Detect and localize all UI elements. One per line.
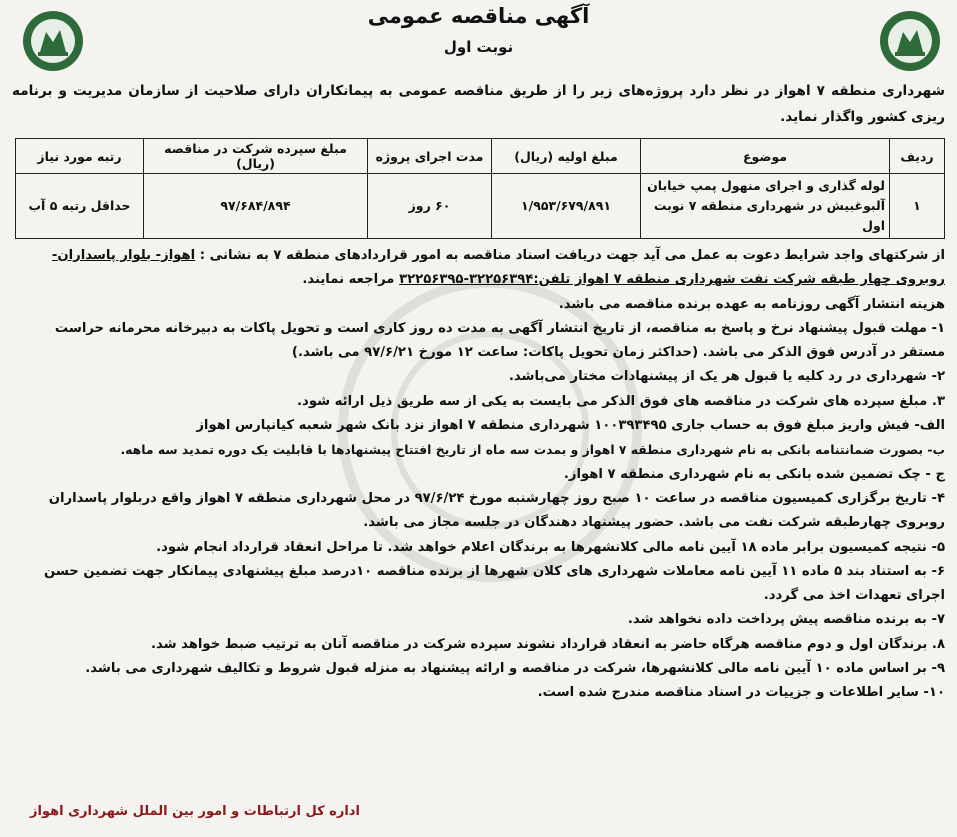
notice-body [12,244,945,706]
clause-10: ۱۰- سایر اطلاعات و جزییات در اسناد مناقصه مندرج شده است. [537,685,945,701]
header-grade: رتبه مورد نیاز [16,139,144,174]
clause-3c: ج - چک تضمین شده بانکی به نام شهرداری منطقه ۷ اهواز. [563,466,945,482]
clause-1: ۱- مهلت قبول پیشنهاد نرخ و پاسخ به مناقصه، از تاریخ انتشار آگهی به مدت ده روز کاری است و تحویل پاکات به دبیرخانه محرمانه حراست مستقر در آدرس فوق الذکر می باشد. (حداکثر زمان تحویل پاکات: ساعت ۱۲ مورخ ۹۷/۶/۲۱ می باشد.) [54,320,945,361]
cell-subject: لوله گذاری و اجرای منهول پمپ خیابان آلبوغبیش در شهرداری منطقه ۷ نوبت اول [641,174,890,239]
clause-7: ۷- به برنده مناقصه پیش پرداخت داده نخواهد شد. [627,612,945,628]
page-subtitle: نوبت اول [443,38,514,56]
tender-table [15,138,945,239]
clause-4: ۴- تاریخ برگزاری کمیسیون مناقصه در ساعت ۱۰ صبح روز چهارشنبه مورخ ۹۷/۶/۲۴ در محل شهرداری منطقه ۷ اهواز واقع دربلوار پاسداران روبروی چهارطبقه شرکت نفت می باشد. حضور پیشنهاد دهندگان در جلسه مجاز می باشد. [48,490,945,531]
cell-initial-amount: ۱/۹۵۳/۶۷۹/۸۹۱ [492,174,641,239]
clause-3: ۳. مبلغ سپرده های شرکت در مناقصه های فوق الذکر می بایست به یکی از سه طریق ذیل ارائه شود. [297,393,945,409]
clause-6: ۶- به استناد بند ۵ ماده ۱۱ آیین نامه معاملات شهرداری های کلان شهرها از برنده مناقصه ۱۰درصد مبلغ پیشنهادی پیمانکار جهت تضمین حسن اجرای تعهدات اخذ می گردد. [43,563,945,604]
header-deposit: مبلغ سپرده شرکت در مناقصه (ریال) [144,139,368,174]
table-header-row [16,139,945,174]
header-subject: موضوع [641,139,890,174]
cell-grade: حداقل رتبه ۵ آب [16,174,144,239]
clause-8: ۸. برندگان اول و دوم مناقصه هرگاه حاضر به انعقاد قرارداد نشوند سپرده شرکت در مناقصه آنان به ترتیب ضبط خواهد شد. [150,636,945,652]
cell-row-number: ۱ [890,174,945,239]
header-duration: مدت اجرای پروژه [368,139,492,174]
clause-3a: الف- فیش واریز مبلغ فوق به حساب جاری ۱۰۰۳۹۳۴۹۵ شهرداری منطقه ۷ اهواز نزد بانک شهر شعبه کیانپارس اهواز [196,418,945,434]
clause-2: ۲- شهرداری در رد کلیه یا قبول هر یک از پیشنهادات مختار می‌باشد. [508,369,945,385]
header-row-number: ردیف [890,139,945,174]
page-title: آگهی مناقصه عمومی [367,4,590,28]
publisher-footer: اداره کل ارتباطات و امور بین الملل شهرداری اهواز [30,804,360,819]
clause-5: ۵- نتیجه کمیسیون برابر ماده ۱۸ آیین نامه مالی کلانشهرها به برندگان اعلام خواهد شد. تا مراحل انعقاد قرارداد انجام شود. [156,539,945,555]
invitation-paragraph: از شرکتهای واجد شرایط دعوت به عمل می آید جهت دریافت اسناد مناقصه به امور قراردادهای منطقه ۷ به نشانی : اهواز- بلوار پاسداران- روبروی چهار طبقه شرکت نفت شهرداری منطقه ۷ اهواز تلفن:۳۲۲۵۶۳۹۴-۳۲۲۵۶۳۹۵ مراجعه نمایند. [51,248,945,288]
cell-duration: ۶۰ روز [368,174,492,239]
cell-deposit: ۹۷/۶۸۴/۸۹۴ [144,174,368,239]
clause-3b: ب- بصورت ضمانتنامه بانکی به نام شهرداری منطقه ۷ اهواز و بمدت سه ماه از تاریخ افتتاح پیشنهادها با قابلیت یک دوره تمدید سه ماهه. [120,442,945,458]
contract-address: اهواز- بلوار پاسداران- روبروی چهار طبقه شرکت نفت شهرداری منطقه ۷ اهواز تلفن:۳۲۲۵۶۳۹۴-۳۲۲۵۶۳۹۵ [51,248,945,288]
publication-cost: هزینه انتشار آگهی روزنامه به عهده برنده مناقصه می باشد. [558,296,945,312]
table-row [16,174,945,239]
intro-paragraph: شهرداری منطقه ۷ اهواز در نظر دارد پروژه‌های زیر را از طریق مناقصه عمومی به پیمانکاران دارای صلاحیت از سازمان مدیریت و برنامه ریزی کشور واگذار نماید. [12,83,945,125]
header-initial-amount: مبلغ اولیه (ریال) [492,139,641,174]
clause-9: ۹- بر اساس ماده ۱۰ آیین نامه مالی کلانشهرها، شرکت در مناقصه و ارائه پیشنهاد به منزله قبول شروط و تکالیف شهرداری می باشد. [85,661,945,677]
